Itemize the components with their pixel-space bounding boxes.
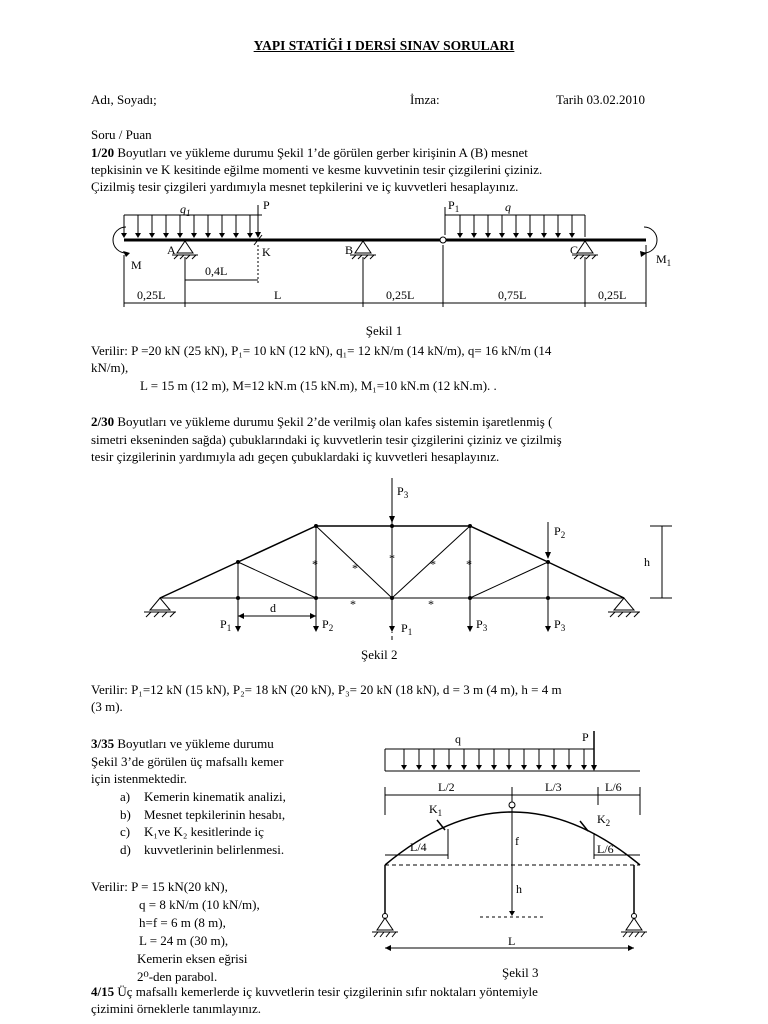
bottom-load-p3-a: $P_3$	[476, 617, 488, 633]
q2-given-1: Verilir: P₁=12 kN (15 kN), P₂= 18 kN (20 kN), P₃= 20 kN (18 kN), d = 3 m (4 m), h = 4 m	[91, 682, 562, 697]
q1-line-1	[91, 145, 681, 161]
p1-load-label: $P_1$	[448, 198, 460, 214]
figure-1-gerber-beam	[0, 195, 768, 320]
figure-2-truss	[0, 470, 768, 640]
p-load-label: P	[263, 198, 270, 212]
m1-moment-label: $M_1$	[656, 252, 672, 268]
dim-0.25L-b: 0,25L	[386, 288, 415, 302]
marked-member-star: *	[312, 557, 318, 571]
marked-member-star: *	[466, 557, 472, 571]
q2-line-1	[91, 414, 681, 430]
support-a-label: A	[167, 243, 176, 257]
q3-given-3: h=f = 6 m (8 m),	[139, 915, 226, 930]
bottom-load-p1-b: $P_1$	[401, 621, 413, 637]
q3-intro-1: Boyutları ve yükleme durumu	[114, 736, 274, 751]
marked-member-star: *	[430, 557, 436, 571]
q2-text-1: Boyutları ve yükleme durumu Şekil 2’de verilmiş olan kafes sistemin işaretlenmiş (	[114, 414, 553, 429]
p2-top-label: $P_2$	[554, 524, 566, 540]
q-load-label: q	[505, 200, 511, 214]
q3-given-6: 2⁰-den parabol.	[137, 969, 218, 984]
q3-given-4: L = 24 m (30 m),	[139, 933, 229, 948]
support-b-label: B	[345, 243, 354, 257]
dim-0.4L: 0,4L	[205, 264, 228, 278]
q2-line-2: simetri ekseninden sağda) çubuklarındaki iç kuvvetlerin tesir çizgilerini çiziniz ve çizilmiş	[91, 432, 562, 447]
support-c-label: C	[570, 243, 579, 257]
q3-given-1: Verilir: P = 15 kN(20 kN),	[91, 879, 228, 894]
l-dim-label: L	[508, 934, 516, 948]
p-load-label: P	[582, 730, 589, 744]
dim-L4: L/4	[410, 840, 427, 854]
d-dim-label: d	[270, 601, 276, 615]
q1-given-2: kN/m),	[91, 360, 129, 375]
figure-2-caption: Şekil 2	[361, 647, 398, 662]
q3-intro-3: için istenmektedir.	[91, 771, 188, 786]
q-load-label: q	[455, 732, 461, 746]
dim-0.75L: 0,75L	[498, 288, 527, 302]
dim-L3: L/3	[545, 780, 562, 794]
h-dim-label: h	[516, 882, 522, 896]
name-label: Adı, Soyadı;	[91, 92, 157, 107]
q4-line-2: çizimini örneklerle tanımlayınız.	[91, 1001, 262, 1016]
q1-given-3: L = 15 m (12 m), M=12 kN.m (15 kN.m), M₁=10 kN.m (12 kN.m). .	[140, 378, 497, 393]
q3-intro-2: Şekil 3’de görülen üç mafsallı kemer	[91, 753, 284, 769]
m-moment-label: M	[131, 258, 142, 272]
q1-line-2: tepkisinin ve K kesitinde eğilme momenti ve kesme kuvvetinin tesir çizgilerini çiziniz.	[91, 162, 543, 177]
date-label: Tarih 03.02.2010	[556, 92, 645, 107]
figure-1-caption: Şekil 1	[365, 323, 403, 338]
exam-title: YAPI STATİĞİ I DERSİ SINAV SORULARI	[253, 38, 515, 53]
q3-item: d) kuvvetlerinin belirlenmesi.	[120, 841, 285, 857]
k2-label: $K_2$	[597, 812, 611, 828]
q3-given-5: Kemerin eksen eğrisi	[137, 951, 248, 966]
q3-number: 3/35	[91, 736, 115, 751]
q1-load-label: $q_1$	[180, 202, 191, 218]
q3-item: a) Kemerin kinematik analizi,	[120, 789, 286, 804]
q4-line-1	[91, 984, 681, 1000]
h-dim-label: h	[644, 555, 650, 569]
bottom-load-p1-a: $P_1$	[220, 617, 232, 633]
bottom-load-p3-b: $P_3$	[554, 617, 566, 633]
q1-text-1: Boyutları ve yükleme durumu Şekil 1’de görülen gerber kirişinin A (B) mesnet	[114, 145, 528, 160]
dim-0.25L-c: 0,25L	[598, 288, 627, 302]
dim-L6-small: L/6	[597, 842, 614, 856]
q3-item: c) K₁ve K₂ kesitlerinde iç	[120, 824, 264, 839]
q2-given-2: (3 m).	[91, 699, 123, 714]
q4-number: 4/15	[91, 984, 115, 999]
k1-label: $K_1$	[429, 802, 443, 818]
dim-L: L	[274, 288, 282, 302]
marked-member-star: *	[389, 551, 395, 565]
q2-number: 2/30	[91, 414, 115, 429]
figure-3-caption: Şekil 3	[502, 965, 539, 980]
question-score-header: Soru / Puan	[91, 127, 152, 142]
q1-given-1: Verilir: P =20 kN (25 kN), P₁= 10 kN (12 kN), q₁= 12 kN/m (14 kN/m), q= 16 kN/m (14	[91, 343, 552, 358]
marked-member-star: *	[350, 597, 356, 611]
q3-item: b) Mesnet tepkilerinin hesabı,	[120, 806, 286, 822]
figure-3-three-hinged-arch	[0, 725, 768, 980]
signature-label: İmza:	[410, 92, 440, 107]
q2-line-3: tesir çizgilerinin yardımıyla adı geçen çubuklardaki iç kuvvetleri hesaplayınız.	[91, 449, 500, 464]
q3-given-2: q = 8 kN/m (10 kN/m),	[139, 897, 260, 912]
dim-0.25L-a: 0,25L	[137, 288, 166, 302]
p3-top-label: $P_3$	[397, 484, 409, 500]
dim-L6: L/6	[605, 780, 622, 794]
q1-line-3: Çizilmiş tesir çizgileri yardımıyla mesnet tepkilerini ve iç kuvvetleri hesaplayınız.	[91, 179, 519, 194]
section-k-label: K	[262, 245, 271, 259]
q1-number: 1/20	[91, 145, 115, 160]
bottom-load-p2: $P_2$	[322, 617, 334, 633]
q4-text-1: Üç mafsallı kemerlerde iç kuvvetlerin tesir çizgilerinin sıfır noktaları yöntemiyle	[114, 984, 538, 999]
dim-L2: L/2	[438, 780, 455, 794]
f-dim-label: f	[515, 834, 519, 848]
marked-member-star: *	[428, 597, 434, 611]
marked-member-star: *	[352, 561, 358, 575]
